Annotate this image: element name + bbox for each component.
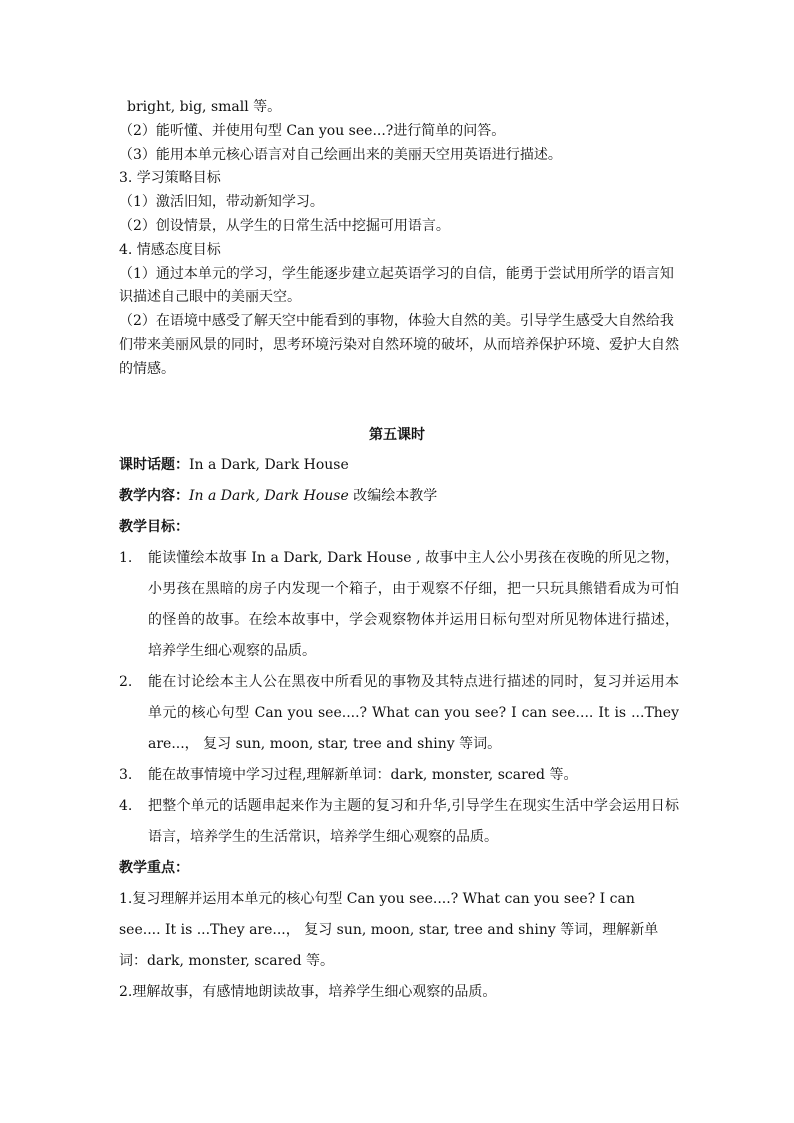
keypoint-item: 2.理解故事，有感情地朗读故事，培养学生细心观察的品质。 (119, 984, 497, 1000)
content-label: 教学内容： (119, 488, 189, 504)
lesson-title: 第五课时 (369, 427, 425, 443)
goal-item (119, 760, 679, 791)
goal-number: 4. (119, 798, 133, 814)
topic-line (119, 450, 679, 481)
goal-number: 2. (119, 674, 133, 690)
content-title: In a Dark, Dark House (189, 488, 349, 504)
goal-number: 1. (119, 550, 133, 566)
objectives-section (119, 96, 679, 382)
goal-item (119, 791, 679, 853)
keypoints-label: 教学重点： (119, 860, 189, 876)
goal-item (119, 667, 679, 760)
goal-item (119, 543, 679, 667)
text-line: bright, big, small 等。 (127, 99, 282, 115)
content-rest: 改编绘本教学 (348, 488, 438, 504)
lesson-section (119, 450, 679, 1008)
text-line: （1）激活旧知，带动新知学习。 (119, 194, 324, 211)
section-heading: 4. 情感态度目标 (119, 241, 221, 258)
keypoint-item: 1.复习理解并运用本单元的核心句型 Can you see....? What can you see? I can see.... It is ...They are...， 复习 sun, moon, star, tree and shiny 等词，理解新单词：dark, monster, scared 等。 (119, 891, 659, 969)
paragraph: （1）通过本单元的学习，学生能逐步建立起英语学习的自信，能勇于尝试用所学的语言知识描述自己眼中的美丽天空。 (119, 265, 674, 306)
goal-text: 能读懂绘本故事 In a Dark, Dark House , 故事中主人公小男孩在夜晚的所见之物，小男孩在黑暗的房子内发现一个箱子，由于观察不仔细，把一只玩具熊错看成为可怕的怪兽的故事。在绘本故事中，学会观察物体并运用日标句型对所见物体进行描述，培养学生细心观察的品质。 (148, 550, 679, 659)
text-line: （2）创设情景，从学生的日常生活中挖掘可用语言。 (119, 217, 450, 234)
goals-list (119, 543, 679, 853)
goal-text: 把整个单元的话题串起来作为主题的复习和升华,引导学生在现实生活中学会运用日标语言，培养学生的生活常识，培养学生细心观察的品质。 (148, 798, 679, 845)
section-heading: 3. 学习策略目标 (119, 170, 221, 187)
paragraph: （2）在语境中感受了解天空中能看到的事物，体验大自然的美。引导学生感受大自然给我们带来美丽风景的同时，思考环境污染对自然环境的破坏，从而培养保护环境、爱护大自然的情感。 (119, 313, 679, 377)
goals-label: 教学目标： (119, 519, 189, 535)
text-line: （2）能听懂、并使用句型 Can you see...?进行简单的问答。 (119, 122, 506, 139)
topic-label: 课时话题： (119, 457, 189, 473)
topic-value: In a Dark, Dark House (189, 457, 349, 473)
goal-number: 3. (119, 767, 133, 783)
goal-text: 能在故事情境中学习过程,理解新单词：dark, monster, scared 等。 (148, 767, 578, 783)
goal-text: 能在讨论绘本主人公在黑夜中所看见的事物及其特点进行描述的同时，复习并运用本单元的核心句型 Can you see....? What can you see? I can see.... It is ...They are...， 复习 sun, moon, star, tree and shiny 等词。 (148, 674, 679, 752)
text-line: （3）能用本单元核心语言对自己绘画出来的美丽天空用英语进行描述。 (119, 146, 562, 163)
content-line (119, 481, 679, 512)
